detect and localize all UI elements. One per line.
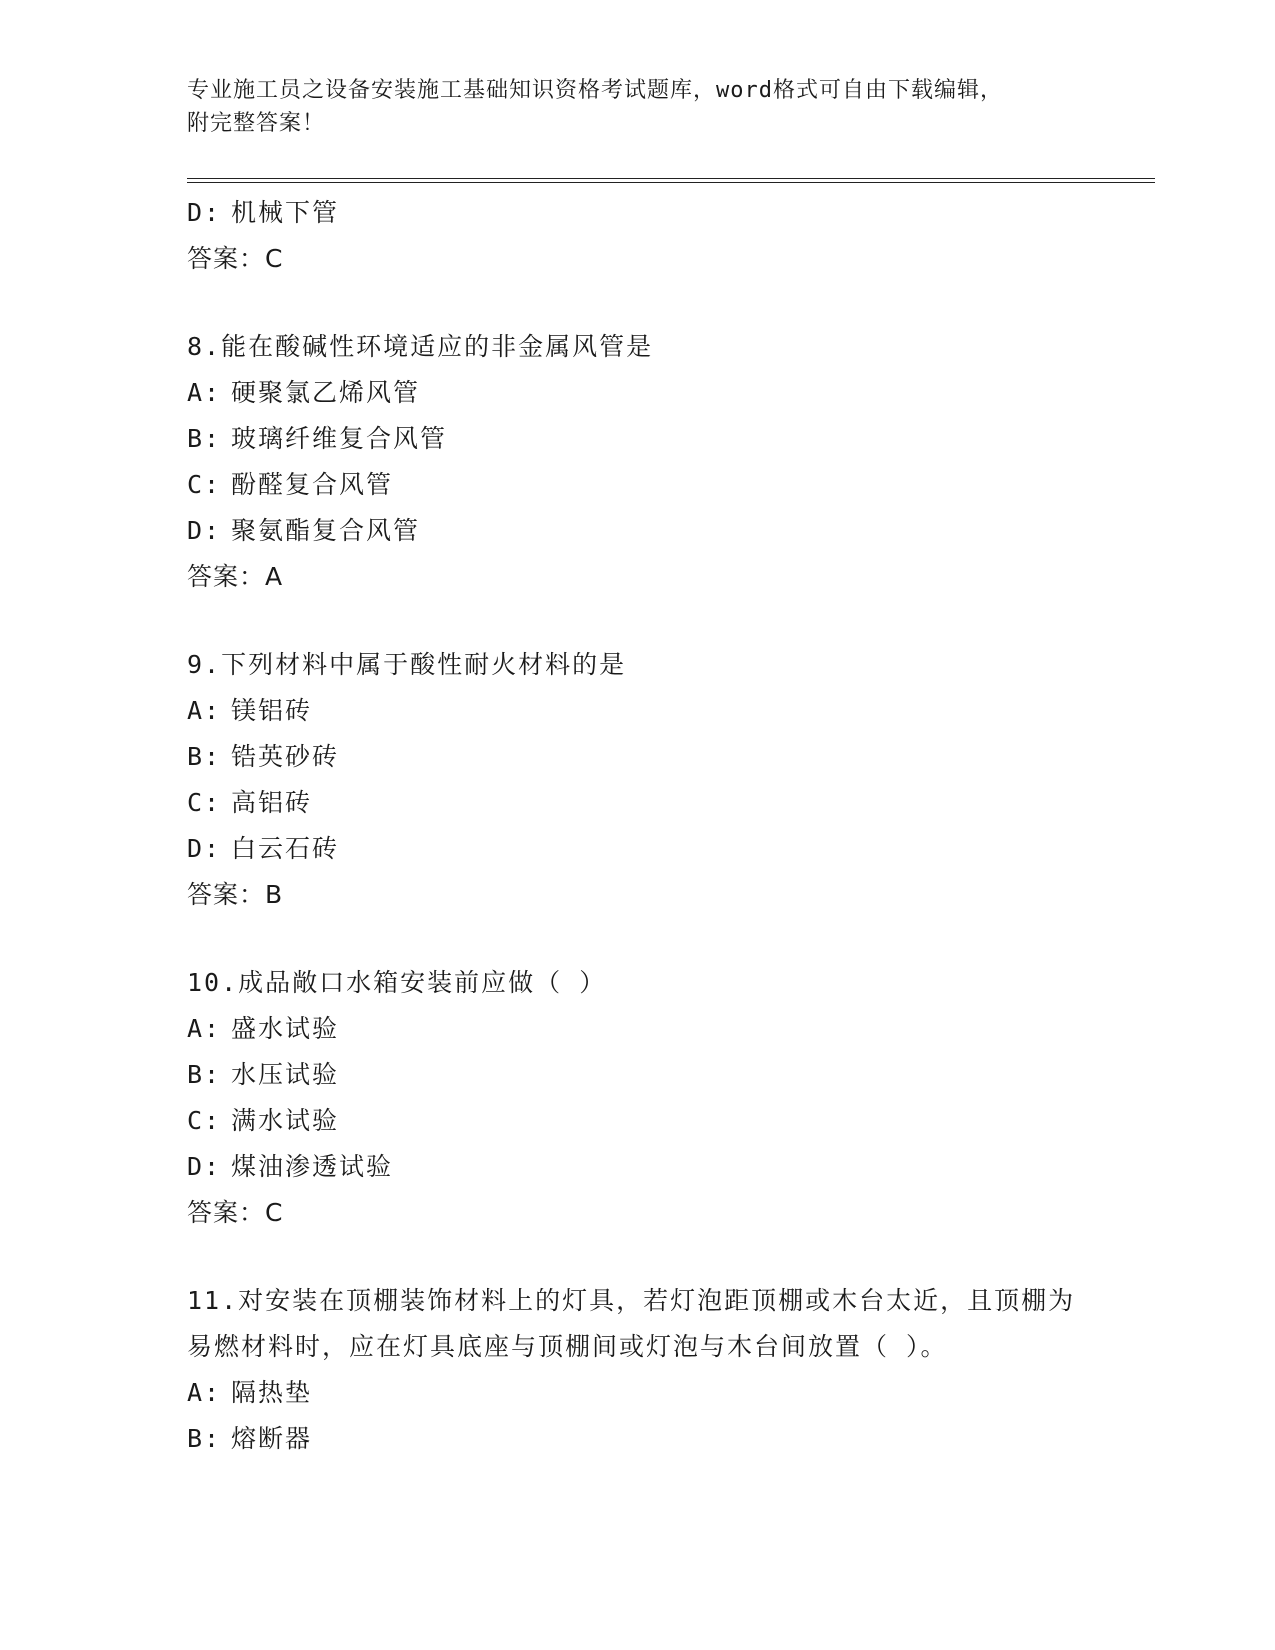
option-text: 机械下管 [231, 198, 340, 227]
option-letter: B: [187, 424, 222, 453]
option-b [187, 416, 1087, 462]
option-letter: D: [187, 834, 222, 863]
document-header [187, 74, 1087, 140]
header-line-1: 专业施工员之设备安装施工基础知识资格考试题库，word格式可自由下载编辑， [187, 78, 1003, 103]
option-text: 煤油渗透试验 [231, 1152, 394, 1181]
option-text: 白云石砖 [231, 834, 340, 863]
spacer [187, 918, 1087, 960]
option-letter: C: [187, 1106, 222, 1135]
option-text: 满水试验 [231, 1106, 340, 1135]
answer-line: 答案：C [187, 1198, 284, 1227]
option-letter: A: [187, 378, 222, 407]
option-c [187, 780, 1087, 826]
header-divider-top [187, 178, 1155, 179]
option-letter: B: [187, 1424, 222, 1453]
option-text: 盛水试验 [231, 1014, 340, 1043]
spacer [187, 1236, 1087, 1278]
header-divider-bottom [187, 182, 1155, 183]
option-letter: A: [187, 696, 222, 725]
option-text: 熔断器 [231, 1424, 313, 1453]
question-stem: 9.下列材料中属于酸性耐火材料的是 [187, 650, 627, 679]
option-text: 水压试验 [231, 1060, 340, 1089]
option-text: 玻璃纤维复合风管 [231, 424, 448, 453]
option-c [187, 462, 1087, 508]
question-stem: 8.能在酸碱性环境适应的非金属风管是 [187, 332, 654, 361]
option-a [187, 1006, 1087, 1052]
option-letter: D: [187, 1152, 222, 1181]
option-a [187, 370, 1087, 416]
option-letter: D: [187, 198, 222, 227]
spacer [187, 282, 1087, 324]
question-list [187, 190, 1087, 1462]
option-text: 高铝砖 [231, 788, 313, 817]
question-stem: 11.对安装在顶棚装饰材料上的灯具，若灯泡距顶棚或木台太近，且顶棚为易燃材料时，应在灯具底座与顶棚间或灯泡与木台间放置（ ）。 [187, 1286, 1076, 1361]
option-letter: B: [187, 742, 222, 771]
option-text: 锆英砂砖 [231, 742, 340, 771]
option-a [187, 688, 1087, 734]
spacer [187, 600, 1087, 642]
question-stem: 10.成品敞口水箱安装前应做（ ） [187, 968, 607, 997]
option-b [187, 1052, 1087, 1098]
option-c [187, 1098, 1087, 1144]
option-text: 隔热垫 [231, 1378, 313, 1407]
option-letter: A: [187, 1014, 222, 1043]
option-d [187, 1144, 1087, 1190]
option-text: 聚氨酯复合风管 [231, 516, 421, 545]
option-letter: D: [187, 516, 222, 545]
option-d [187, 508, 1087, 554]
header-line-2: 附完整答案！ [187, 111, 326, 136]
option-b [187, 1416, 1087, 1462]
option-text: 镁铝砖 [231, 696, 313, 725]
answer-line: 答案：B [187, 880, 284, 909]
answer-line: 答案：A [187, 562, 284, 591]
option-text: 硬聚氯乙烯风管 [231, 378, 421, 407]
option-letter: C: [187, 470, 222, 499]
option-letter: B: [187, 1060, 222, 1089]
option-letter: C: [187, 788, 222, 817]
answer-line: 答案：C [187, 244, 284, 273]
option-b [187, 734, 1087, 780]
option-d [187, 826, 1087, 872]
option-letter: A: [187, 1378, 222, 1407]
option-text: 酚醛复合风管 [231, 470, 394, 499]
option-a [187, 1370, 1087, 1416]
option-d [187, 190, 1087, 236]
